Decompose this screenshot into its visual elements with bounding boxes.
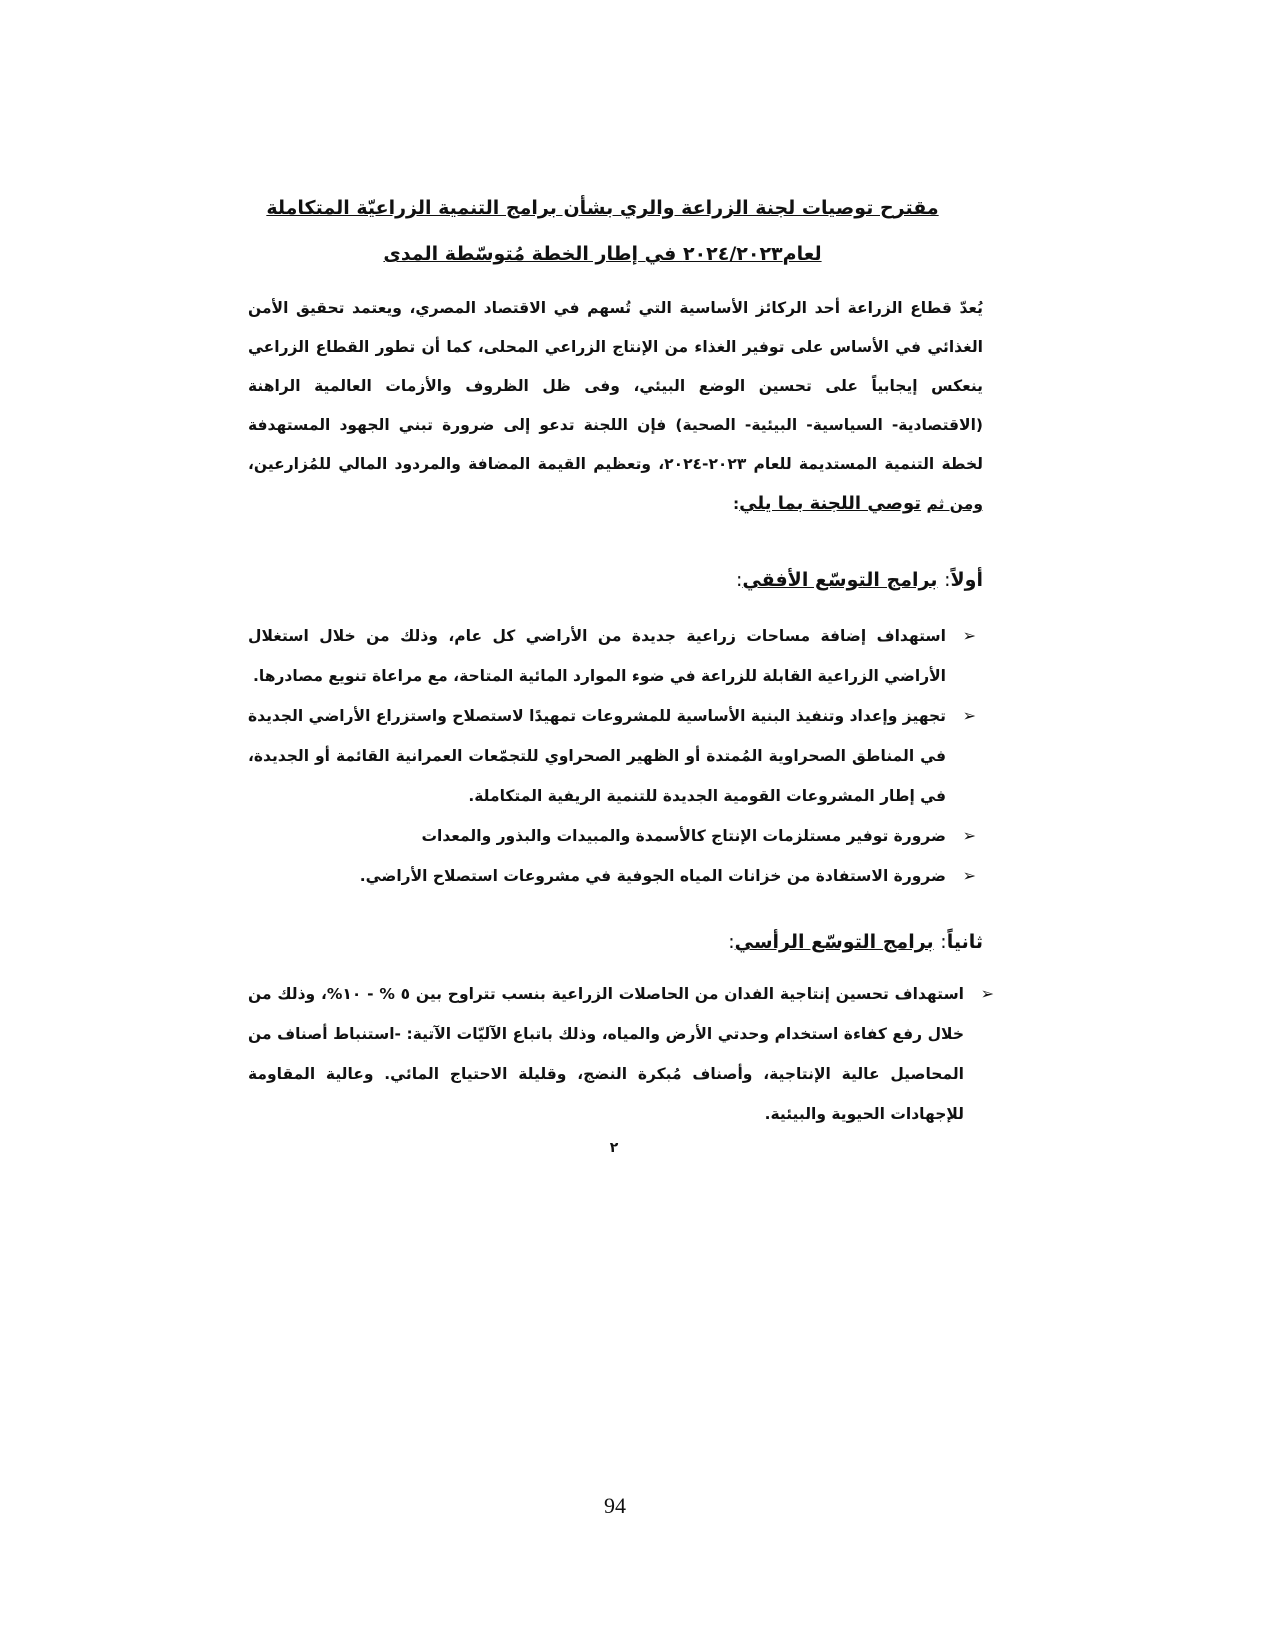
section1-title: برامج التوسّع الأفقي xyxy=(742,569,938,591)
intro-emphasis: ومن ثم xyxy=(926,495,983,513)
section2-colon: : xyxy=(940,931,947,953)
recommendation-colon: : xyxy=(732,495,740,513)
section-heading-vertical: ثانياً: برامج التوسّع الرأسي: xyxy=(728,931,983,953)
horizontal-expansion-list xyxy=(248,616,976,896)
intro-paragraph xyxy=(248,289,983,524)
section2-title: برامج التوسّع الرأسي xyxy=(734,931,934,953)
page-number: 94 xyxy=(604,1493,626,1518)
list-item: ➢ استهداف إضافة مساحات زراعية جديدة من الأراضي كل عام، وذلك من خلال استغلال الأراضي الزراعية القابلة للزراعة في ضوء الموارد المائية المتاحة، مع مراعاة تنويع مصادرها. xyxy=(248,616,976,696)
section2-ordinal: ثانياً xyxy=(946,931,983,953)
arabic-page-number: ٢ xyxy=(609,1140,619,1156)
intro-text: يُعدّ قطاع الزراعة أحد الركائز الأساسية التي تُسهم في الاقتصاد المصري، ويعتمد تحقيق الأمن الغذائي في الأساس على توفير الغذاء من الإنتاج الزراعي المحلى، كما أن تطور القطاع الزراعي ينعكس إيجابياً على تحسين الوضع البيئي، وفى ظل الظروف والأزمات العالمية الراهنة (الاقتصادية- السياسية- البيئية- الصحية) فإن اللجنة تدعو إلى ضرورة تبني الجهود المستهدفة لخطة التنمية المستديمة للعام ٢٠٢٣-٢٠٢٤، وتعظيم القيمة المضافة والمردود المالي للمُزارعين، xyxy=(248,299,983,473)
list-item: ➢ ضرورة الاستفادة من خزانات المياه الجوفية في مشروعات استصلاح الأراضي. xyxy=(248,856,976,896)
list-item: ➢ ضرورة توفير مستلزمات الإنتاج كالأسمدة والمبيدات والبذور والمعدات xyxy=(248,816,976,856)
arrow-bullet-icon: ➢ xyxy=(962,706,976,725)
arrow-bullet-icon: ➢ xyxy=(962,866,976,885)
list-item: ➢ استهداف تحسين إنتاجية الفدان من الحاصلات الزراعية بنسب تتراوح بين ٥ % - ١٠%، وذلك من خلال رفع كفاءة استخدام وحدتي الأرض والمياه، وذلك باتباع الآليّات الآتية: -استنباط أصناف من المحاصيل عالية الإنتاجية، وأصناف مُبكرة النضج، وقليلة الاحتياج المائي. وعالية المقاومة للإجهادات الحيوية والبيئية. xyxy=(248,974,994,1134)
section1-colon: : xyxy=(944,569,951,591)
arrow-bullet-icon: ➢ xyxy=(962,626,976,645)
title-line-2: لعام٢٠٢٤/٢٠٢٣ في إطار الخطة مُتوسّطة المدى xyxy=(383,243,822,265)
arrow-bullet-icon: ➢ xyxy=(980,984,994,1003)
vertical-expansion-list xyxy=(248,974,994,1134)
list-item: ➢ تجهيز وإعداد وتنفيذ البنية الأساسية للمشروعات تمهيدًا لاستصلاح واستزراع الأراضي الجديدة في المناطق الصحراوية المُمتدة أو الظهير الصحراوي للتجمّعات العمرانية القائمة أو الجديدة، في إطار المشروعات القومية الجديدة للتنمية الريفية المتكاملة. xyxy=(248,696,976,816)
title-line-1: مقترح توصيات لجنة الزراعة والري بشأن برامج التنمية الزراعيّة المتكاملة xyxy=(266,197,939,219)
section1-ordinal: أولاً xyxy=(950,569,983,591)
recommendation-lead: توصي اللجنة بما يلي xyxy=(739,493,922,514)
arrow-bullet-icon: ➢ xyxy=(962,826,976,845)
section-heading-horizontal: أولاً: برامج التوسّع الأفقي: xyxy=(735,569,983,591)
